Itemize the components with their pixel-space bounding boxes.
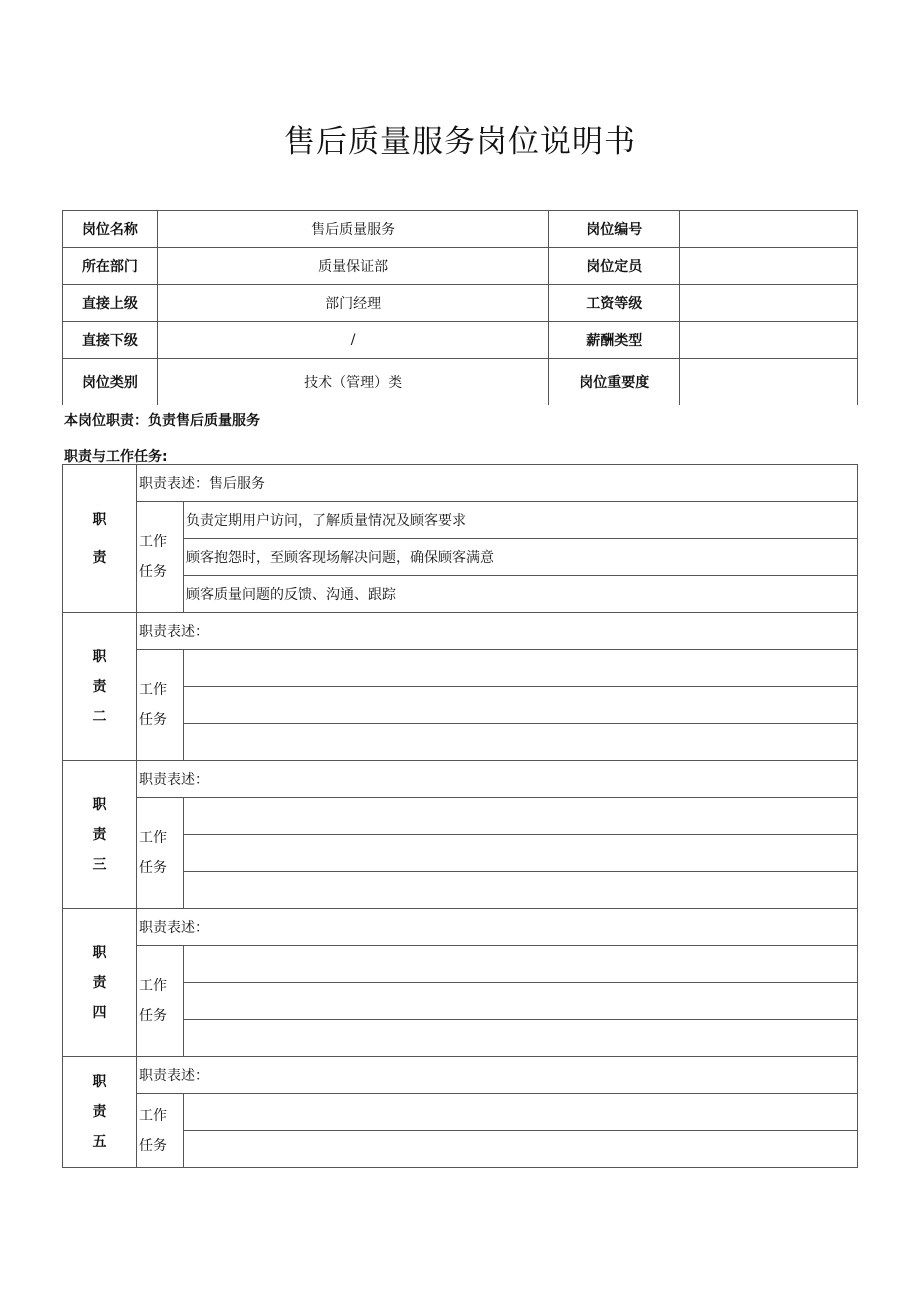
info-label: 所在部门 <box>63 248 158 285</box>
info-value: 部门经理 <box>157 285 549 322</box>
duty-description: 职责表述：售后服务 <box>137 465 858 502</box>
task-row <box>63 1094 858 1131</box>
task-cell[interactable] <box>184 1020 858 1057</box>
duty-description: 职责表述： <box>137 613 858 650</box>
info-value: 技术（管理）类 <box>157 359 549 406</box>
task-row <box>63 946 858 983</box>
info-value <box>680 285 858 322</box>
info-value: 质量保证部 <box>157 248 549 285</box>
duties-heading: 职责与工作任务: <box>64 449 168 465</box>
info-row <box>63 248 858 285</box>
work-task-label: 工作 任务 <box>137 650 184 761</box>
task-cell[interactable] <box>184 724 858 761</box>
info-label: 薪酬类型 <box>549 322 680 359</box>
info-value <box>680 211 858 248</box>
info-label: 岗位定员 <box>549 248 680 285</box>
info-value: / <box>157 322 549 359</box>
duty-name: 职 责 五 <box>63 1057 137 1168</box>
duty-desc-row <box>63 465 858 502</box>
task-row <box>63 798 858 835</box>
duty-name: 职 责 <box>63 465 137 613</box>
info-row <box>63 285 858 322</box>
summary-text: 本岗位职责：负责售后质量服务 <box>64 413 260 429</box>
info-row <box>63 359 858 406</box>
info-label: 直接上级 <box>63 285 158 322</box>
task-cell[interactable] <box>184 687 858 724</box>
info-label: 工资等级 <box>549 285 680 322</box>
info-value <box>680 359 858 406</box>
info-value: 售后质量服务 <box>157 211 549 248</box>
duty-description: 职责表述： <box>137 909 858 946</box>
duty-description: 职责表述： <box>137 1057 858 1094</box>
duty-desc-row <box>63 761 858 798</box>
work-task-label: 工作 任务 <box>137 946 184 1057</box>
duties-table <box>62 464 858 1168</box>
duty-name: 职 责 二 <box>63 613 137 761</box>
duty-name: 职 责 三 <box>63 761 137 909</box>
task-cell[interactable] <box>184 872 858 909</box>
task-cell[interactable] <box>184 798 858 835</box>
duty-desc-row <box>63 909 858 946</box>
task-cell[interactable] <box>184 946 858 983</box>
task-cell: 负责定期用户访问，了解质量情况及顾客要求 <box>184 502 858 539</box>
task-cell[interactable] <box>184 650 858 687</box>
work-task-label: 工作 任务 <box>137 502 184 613</box>
info-label: 岗位名称 <box>63 211 158 248</box>
task-cell: 顾客抱怨时，至顾客现场解决问题，确保顾客满意 <box>184 539 858 576</box>
position-info-table <box>62 210 858 405</box>
work-task-label: 工作 任务 <box>137 798 184 909</box>
task-cell[interactable] <box>184 1094 858 1131</box>
task-cell: 顾客质量问题的反馈、沟通、跟踪 <box>184 576 858 613</box>
task-cell[interactable] <box>184 1131 858 1168</box>
info-row <box>63 211 858 248</box>
info-label: 岗位编号 <box>549 211 680 248</box>
info-value <box>680 248 858 285</box>
duty-desc-row <box>63 1057 858 1094</box>
duty-desc-row <box>63 613 858 650</box>
info-label: 直接下级 <box>63 322 158 359</box>
task-cell[interactable] <box>184 983 858 1020</box>
info-label: 岗位重要度 <box>549 359 680 406</box>
task-row <box>63 502 858 539</box>
task-row <box>63 650 858 687</box>
info-value <box>680 322 858 359</box>
duty-description: 职责表述： <box>137 761 858 798</box>
info-row <box>63 322 858 359</box>
task-cell[interactable] <box>184 835 858 872</box>
duty-name: 职 责 四 <box>63 909 137 1057</box>
page-title: 售后质量服务岗位说明书 <box>284 124 636 160</box>
work-task-label: 工作 任务 <box>137 1094 184 1168</box>
info-label: 岗位类别 <box>63 359 158 406</box>
